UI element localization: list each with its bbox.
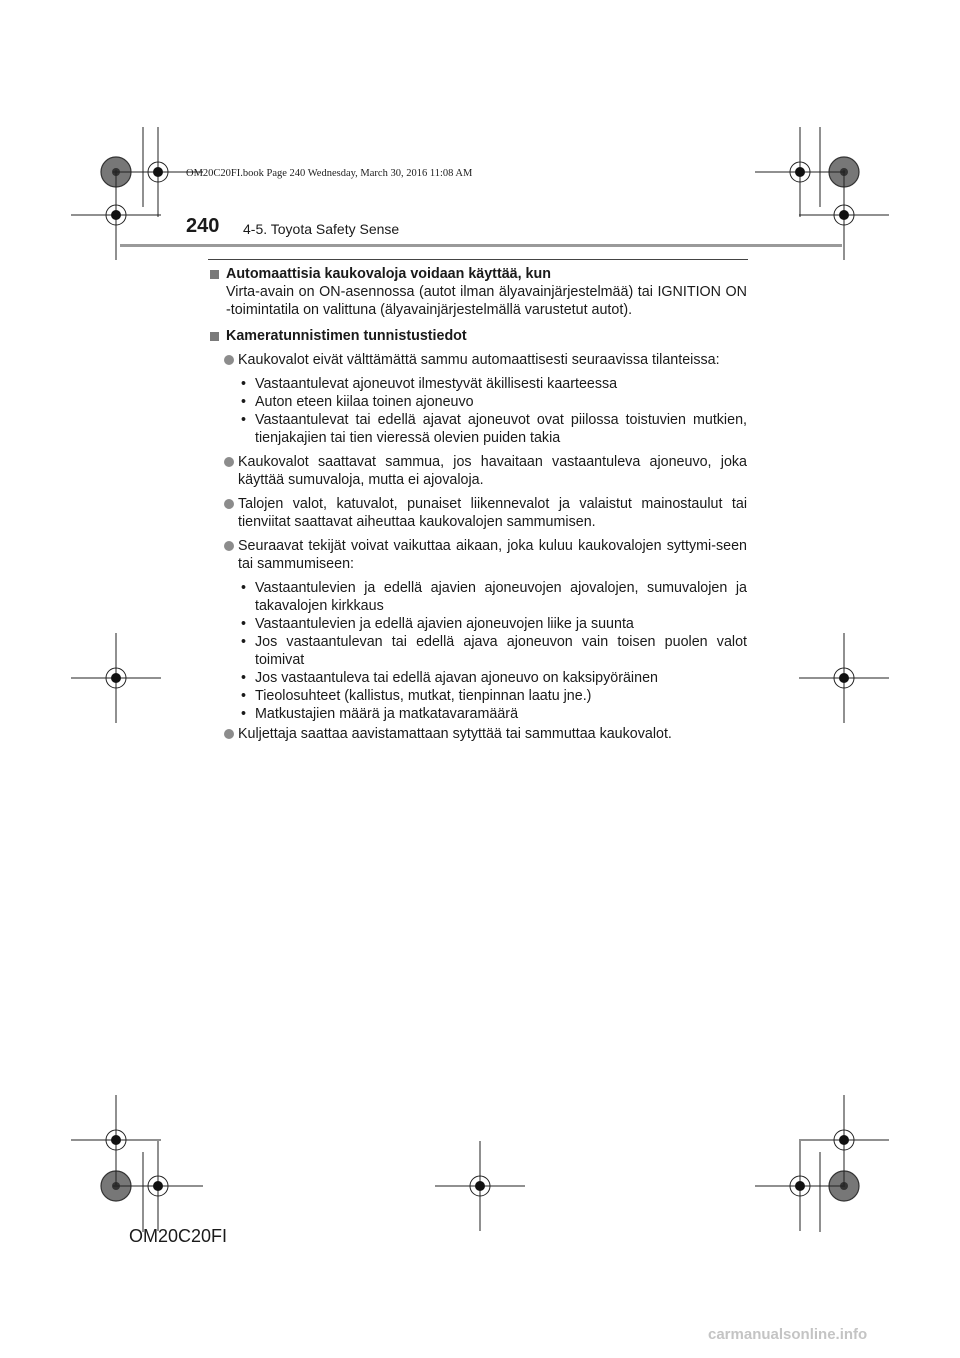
sub-list-item: • Vastaantulevien ja edellä ajavien ajoneuvojen liike ja suunta xyxy=(241,616,634,632)
square-bullet-icon xyxy=(210,332,219,341)
sub-list xyxy=(209,375,747,447)
sub-list-item: • Vastaantulevat ajoneuvot ilmestyvät äkillisesti kaarteessa xyxy=(241,376,618,392)
crosshair-mark xyxy=(755,1141,845,1231)
sub-list xyxy=(209,579,747,723)
circle-bullet-icon xyxy=(224,499,234,509)
circle-bullet-icon xyxy=(224,541,234,551)
sub-list-item: • Tieolosuhteet (kallistus, mutkat, tienpinnan laatu jne.) xyxy=(241,688,592,704)
sub-list-item: • Vastaantulevat tai edellä ajavat ajoneuvot ovat piilossa toistuvien mutkien, tienjakajien tai tien vieressä olevien puiden takia xyxy=(241,412,747,446)
circle-bullet-icon xyxy=(224,729,234,739)
bullet-item: Kaukovalot eivät välttämättä sammu automaattisesti seuraavissa tilanteissa: xyxy=(209,351,747,369)
bullet-item: Kaukovalot saattavat sammua, jos havaitaan vastaantuleva ajoneuvo, joka käyttää sumuvaloja, mutta ei ajovaloja. xyxy=(209,453,747,489)
heading-high-beam-usable: Automaattisia kaukovaloja voidaan käyttää, kun xyxy=(209,265,747,283)
section-title: 4-5. Toyota Safety Sense xyxy=(243,221,400,237)
bullet-item: Talojen valot, katuvalot, punaiset liikennevalot ja valaistut mainostaulut tai tienviitat saattavat aiheuttaa kaukovalojen sammumisen. xyxy=(209,495,747,531)
crosshair-mark xyxy=(435,1141,525,1231)
content-rule xyxy=(208,259,748,260)
manual-code: OM20C20FI xyxy=(129,1226,228,1246)
crosshair-mark xyxy=(71,633,161,723)
circle-bullet-icon xyxy=(224,355,234,365)
sub-list-item: • Auton eteen kiilaa toinen ajoneuvo xyxy=(241,394,474,410)
page-content xyxy=(209,265,747,743)
bullet-item: Seuraavat tekijät voivat vaikuttaa aikaan, joka kuluu kaukovalojen syttymi-seen tai sammumiseen: xyxy=(209,537,747,573)
circle-bullet-icon xyxy=(224,457,234,467)
square-bullet-icon xyxy=(210,270,219,279)
heading-camera-sensor-info: Kameratunnistimen tunnistustiedot xyxy=(209,327,747,345)
crosshair-mark xyxy=(799,1095,889,1185)
paragraph-ignition: Virta-avain on ON-asennossa (autot ilman älyavainjärjestelmää) tai IGNITION ON -toimintatila on valittuna (älyavainjärjestelmällä varustetut autot). xyxy=(226,284,747,318)
book-info: OM20C20FI.book Page 240 Wednesday, March 30, 2016 11:08 AM xyxy=(186,168,473,179)
page-number: 240 xyxy=(186,215,220,237)
crosshair-mark xyxy=(799,633,889,723)
watermark: carmanualsonline.info xyxy=(708,1326,868,1343)
sub-list-item: • Jos vastaantuleva tai edellä ajavan ajoneuvo on kaksipyöräinen xyxy=(241,670,658,686)
sub-list-item: • Jos vastaantulevan tai edellä ajava ajoneuvon vain toisen puolen valot toimivat xyxy=(241,634,747,668)
crosshair-mark xyxy=(71,1095,161,1185)
sub-list-item: • Matkustajien määrä ja matkatavaramäärä xyxy=(241,706,519,722)
header-rule xyxy=(120,244,842,247)
crosshair-mark xyxy=(113,1141,203,1231)
bullet-item: Kuljettaja saattaa aavistamattaan sytyttää tai sammuttaa kaukovalot. xyxy=(209,725,747,743)
sub-list-item: • Vastaantulevien ja edellä ajavien ajoneuvojen ajovalojen, sumuvalojen ja takavalojen kirkkaus xyxy=(241,580,747,614)
crosshair-mark xyxy=(755,127,845,217)
